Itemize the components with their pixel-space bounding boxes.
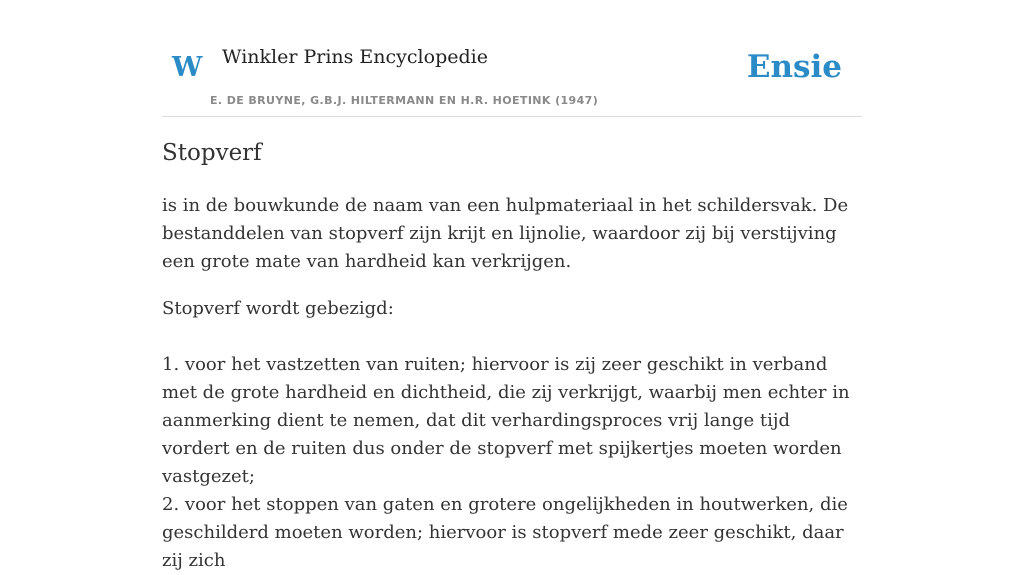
source-logo: W [172, 52, 203, 83]
ensie-logo-link[interactable]: Ensie [746, 49, 842, 85]
list-item: 2. voor het stoppen van gaten en grotere ongelijkheden in houtwerken, die geschilderd moeten worden; hiervoor is stopverf mede zeer geschikt, daar zij zich [162, 494, 848, 571]
list-item: 1. voor het vastzetten van ruiten; hiervoor is zij zeer geschikt in verband met de grote hardheid en dichtheid, die zij verkrijgt, waarbij men echter in aanmerking dient te nemen, dat dit verhardingsproces vrij lange tijd vordert en de ruiten dus onder de stopverf met spijkertjes moeten worden vastgezet; [162, 354, 850, 487]
page-title: Stopverf [162, 140, 262, 166]
source-title[interactable]: Winkler Prins Encyclopedie [222, 46, 488, 68]
source-authors: E. DE BRUYNE, G.B.J. HILTERMANN EN H.R. HOETINK (1947) [210, 94, 599, 107]
paragraph-intro: is in de bouwkunde de naam van een hulpmateriaal in het schildersvak. De bestanddelen van stopverf zijn krijt en lijnolie, waardoor zij bij verstijving een grote mate van hardheid kan verkrijgen. [162, 195, 849, 272]
article-body [162, 192, 862, 575]
source-header [162, 0, 862, 117]
paragraph-usage: Stopverf wordt gebezigd: [162, 298, 394, 319]
article-page [162, 0, 862, 571]
